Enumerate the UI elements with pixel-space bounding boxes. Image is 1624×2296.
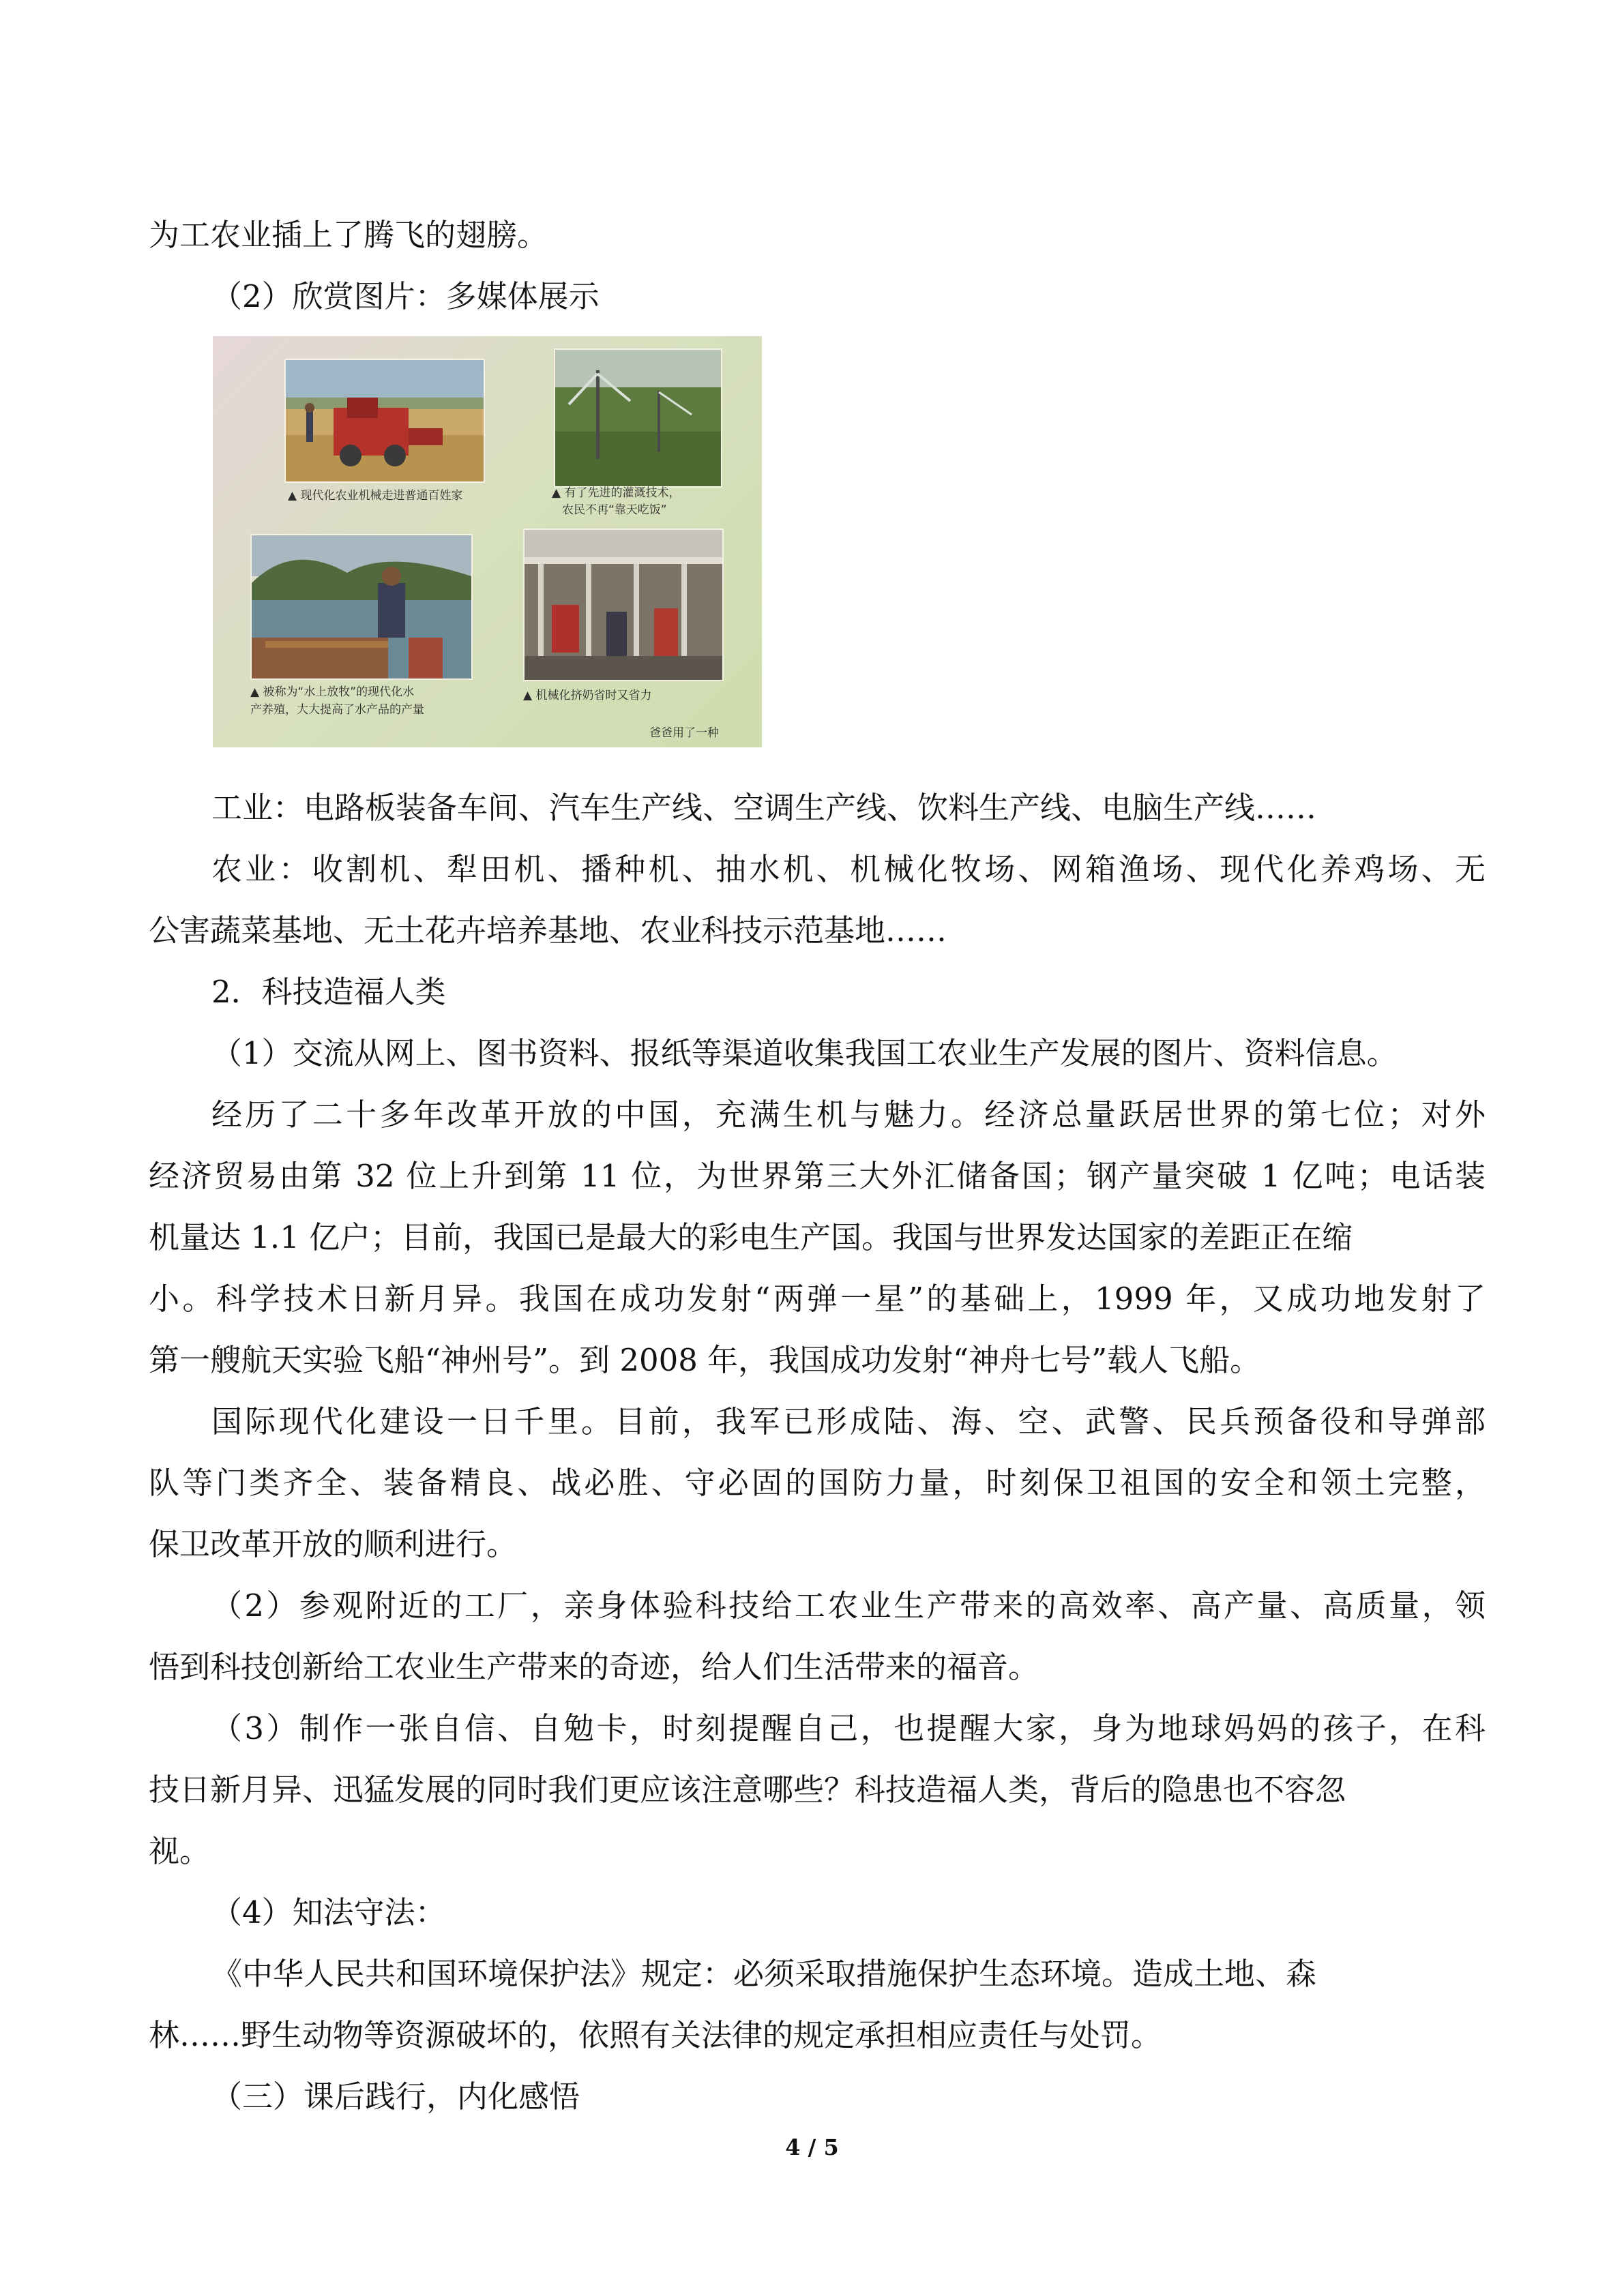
paragraph-line: 2．科技造福人类 (211, 974, 446, 1010)
caption-cut-off: 爸爸用了一种 (649, 726, 719, 740)
paragraph-line: 小。科学技术日新月异。我国在成功发射“两弹一星”的基础上，1999 年，又成功地发射了 (149, 1281, 1486, 1317)
paragraph-line: 技日新月异、迅猛发展的同时我们更应该注意哪些？科技造福人类，背后的隐患也不容忽 (149, 1772, 1346, 1808)
caption-milking: ▲ 机械化挤奶省时又省力 (523, 689, 652, 702)
caption-fish-farm-2: 产养殖，大大提高了水产品的产量 (250, 703, 424, 717)
paragraph-line: 保卫改革开放的顺利进行。 (149, 1526, 518, 1562)
paragraph-line: 公害蔬菜基地、无土花卉培养基地、农业科技示范基地…… (149, 912, 947, 949)
paragraph-line: 视。 (149, 1833, 211, 1869)
paragraph-line: （4）知法守法： (211, 1894, 446, 1930)
textbook-photo-collage (213, 336, 762, 747)
paragraph-line: 农业：收割机、犁田机、播种机、抽水机、机械化牧场、网箱渔场、现代化养鸡场、无 (211, 851, 1486, 887)
paragraph-line: （3）制作一张自信、自勉卡，时刻提醒自己，也提醒大家，身为地球妈妈的孩子，在科 (211, 1710, 1486, 1746)
paragraph-line: 悟到科技创新给工农业生产带来的奇迹，给人们生活带来的福音。 (149, 1649, 1039, 1685)
paragraph-line: 工业：电路板装备车间、汽车生产线、空调生产线、饮料生产线、电脑生产线…… (211, 790, 1317, 826)
photo-fish-farm (250, 534, 473, 680)
paragraph-line: 经济贸易由第 32 位上升到第 11 位，为世界第三大外汇储备国；钢产量突破 1 亿吨；电话装 (149, 1158, 1486, 1194)
paragraph-line: 第一艘航天实验飞船“神州号”。到 2008 年，我国成功发射“神舟七号”载人飞船。 (149, 1342, 1261, 1378)
paragraph-line: （1）交流从网上、图书资料、报纸等渠道收集我国工农业生产发展的图片、资料信息。 (211, 1035, 1398, 1071)
paragraph-line: 经历了二十多年改革开放的中国，充满生机与魅力。经济总量跃居世界的第七位；对外 (211, 1097, 1486, 1133)
paragraph-line: 林……野生动物等资源破坏的，依照有关法律的规定承担相应责任与处罚。 (149, 2017, 1162, 2053)
paragraph-line: 《中华人民共和国环境保护法》规定：必须采取措施保护生态环境。造成土地、森 (211, 1956, 1317, 1992)
photo-harvester (284, 359, 485, 483)
paragraph-line: （三）课后践行，内化感悟 (211, 2078, 580, 2115)
caption-irrigation-1: ▲ 有了先进的灌溉技术， (552, 486, 681, 500)
caption-irrigation-2: 农民不再“靠天吃饭” (562, 503, 667, 517)
caption-harvester: ▲ 现代化农业机械走进普通百姓家 (288, 489, 463, 503)
paragraph-line: 队等门类齐全、装备精良、战必胜、守必固的国防力量，时刻保卫祖国的安全和领土完整， (149, 1465, 1486, 1501)
photo-milking (523, 528, 724, 681)
paragraph-line: 为工农业插上了腾飞的翅膀。 (149, 217, 548, 253)
paragraph-line: （2）参观附近的工厂，亲身体验科技给工农业生产带来的高效率、高产量、高质量，领 (211, 1587, 1486, 1624)
section-heading-multimedia: （2）欣赏图片：多媒体展示 (211, 278, 600, 314)
paragraph-line: 机量达 1.1 亿户；目前，我国已是最大的彩电生产国。我国与世界发达国家的差距正在缩 (149, 1219, 1353, 1255)
page-number: 4 / 5 (785, 2134, 839, 2160)
body-text-block (149, 777, 1486, 2128)
photo-irrigation (554, 348, 722, 488)
top-text-block (149, 205, 1486, 327)
paragraph-line: 国际现代化建设一日千里。目前，我军已形成陆、海、空、武警、民兵预备役和导弹部 (211, 1403, 1486, 1440)
caption-fish-farm-1: ▲ 被称为“水上放牧”的现代化水 (250, 685, 415, 699)
